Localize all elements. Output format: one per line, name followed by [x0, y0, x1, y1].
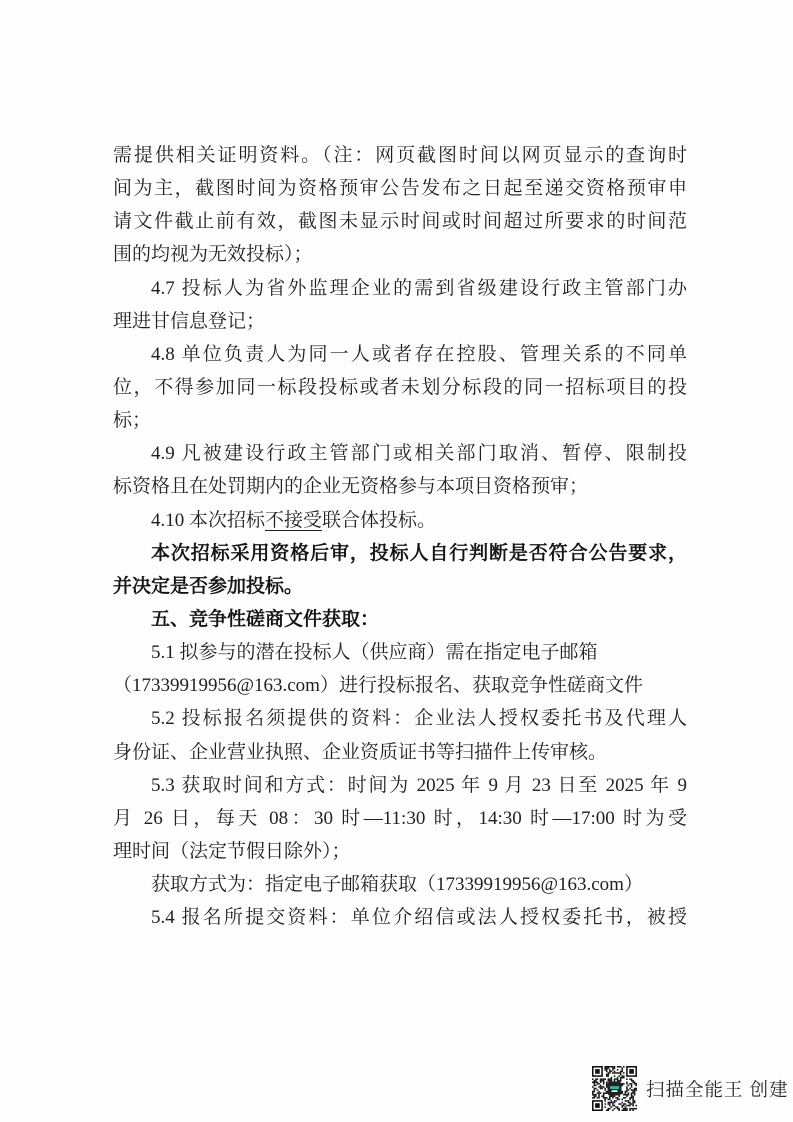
text-run: 位，不得参加同一标段投标或者未划分标段的同一招标项目的投 — [113, 376, 687, 398]
text-run: 并决定是否参加投标。 — [113, 575, 304, 597]
text-line — [113, 371, 687, 404]
text-run: 5.4 报名所提交资料：单位介绍信或法人授权委托书，被授 — [151, 907, 687, 929]
text-run: 月 26 日，每天 08：30 时—11:30 时，14:30 时—17:00 时为受 — [113, 807, 687, 829]
text-line — [113, 636, 687, 669]
text-run: 5.2 投标报名须提供的资料：企业法人授权委托书及代理人 — [151, 708, 687, 730]
text-line — [113, 272, 687, 305]
text-run: 理时间（法定节假日除外）； — [113, 840, 351, 862]
text-run: 需提供相关证明资料。（注：网页截图时间以网页显示的查询时 — [113, 145, 687, 166]
text-line — [113, 205, 687, 238]
text-line — [113, 172, 687, 205]
underlined-text: 不接受 — [265, 509, 323, 531]
text-run: 4.8 单位负责人为同一人或者存在控股、管理关系的不同单 — [151, 343, 687, 365]
text-line — [113, 570, 687, 603]
camscanner-watermark — [592, 1066, 789, 1111]
text-line — [113, 537, 687, 570]
camscanner-qr-code-icon — [592, 1066, 637, 1111]
camscanner-watermark-label: 扫描全能王 创建 — [646, 1078, 789, 1100]
text-run: 围的均视为无效投标）； — [113, 244, 313, 266]
text-run: 本次招标采用资格后审，投标人自行判断是否符合公告要求， — [151, 542, 687, 564]
text-run: 理进甘信息登记； — [113, 310, 266, 332]
text-run: 身份证、企业营业执照、企业资质证书等扫描件上传审核。 — [113, 741, 608, 763]
text-line — [113, 238, 687, 271]
text-run: 标； — [113, 410, 152, 432]
text-line — [113, 802, 687, 835]
text-line — [113, 702, 687, 735]
document-body — [113, 139, 687, 934]
text-run: 获取方式为：指定电子邮箱获取（17339919956@163.com） — [151, 874, 643, 896]
text-line — [113, 603, 687, 636]
text-line — [113, 338, 687, 371]
text-line — [113, 868, 687, 901]
text-line — [113, 305, 687, 338]
text-line — [113, 835, 687, 868]
text-line — [113, 669, 687, 702]
text-run: 联合体投标。 — [322, 509, 437, 531]
text-run: （17339919956@163.com）进行投标报名、获取竞争性磋商文件 — [113, 675, 643, 697]
text-run: 间为主，截图时间为资格预审公告发布之日起至递交资格预审申 — [113, 178, 687, 200]
text-run: 4.7 投标人为省外监理企业的需到省级建设行政主管部门办 — [151, 277, 687, 299]
text-run: 五、竞争性磋商文件获取： — [151, 608, 380, 630]
text-line — [113, 139, 687, 172]
text-line — [113, 404, 687, 437]
text-line — [113, 504, 687, 537]
text-line — [113, 736, 687, 769]
text-line — [113, 437, 687, 470]
text-run: 5.3 获取时间和方式：时间为 2025 年 9 月 23 日至 2025 年 9 — [151, 774, 687, 796]
text-run: 4.10 本次招标 — [151, 509, 266, 531]
text-line — [113, 901, 687, 934]
text-run: 4.9 凡被建设行政主管部门或相关部门取消、暂停、限制投 — [151, 443, 687, 465]
text-run: 5.1 拟参与的潜在投标人（供应商）需在指定电子邮箱 — [151, 642, 598, 664]
text-run: 请文件截止前有效，截图未显示时间或时间超过所要求的时间范 — [113, 211, 687, 233]
text-run: 标资格且在处罚期内的企业无资格参与本项目资格预审； — [113, 476, 589, 498]
text-line — [113, 470, 687, 503]
text-line — [113, 769, 687, 802]
